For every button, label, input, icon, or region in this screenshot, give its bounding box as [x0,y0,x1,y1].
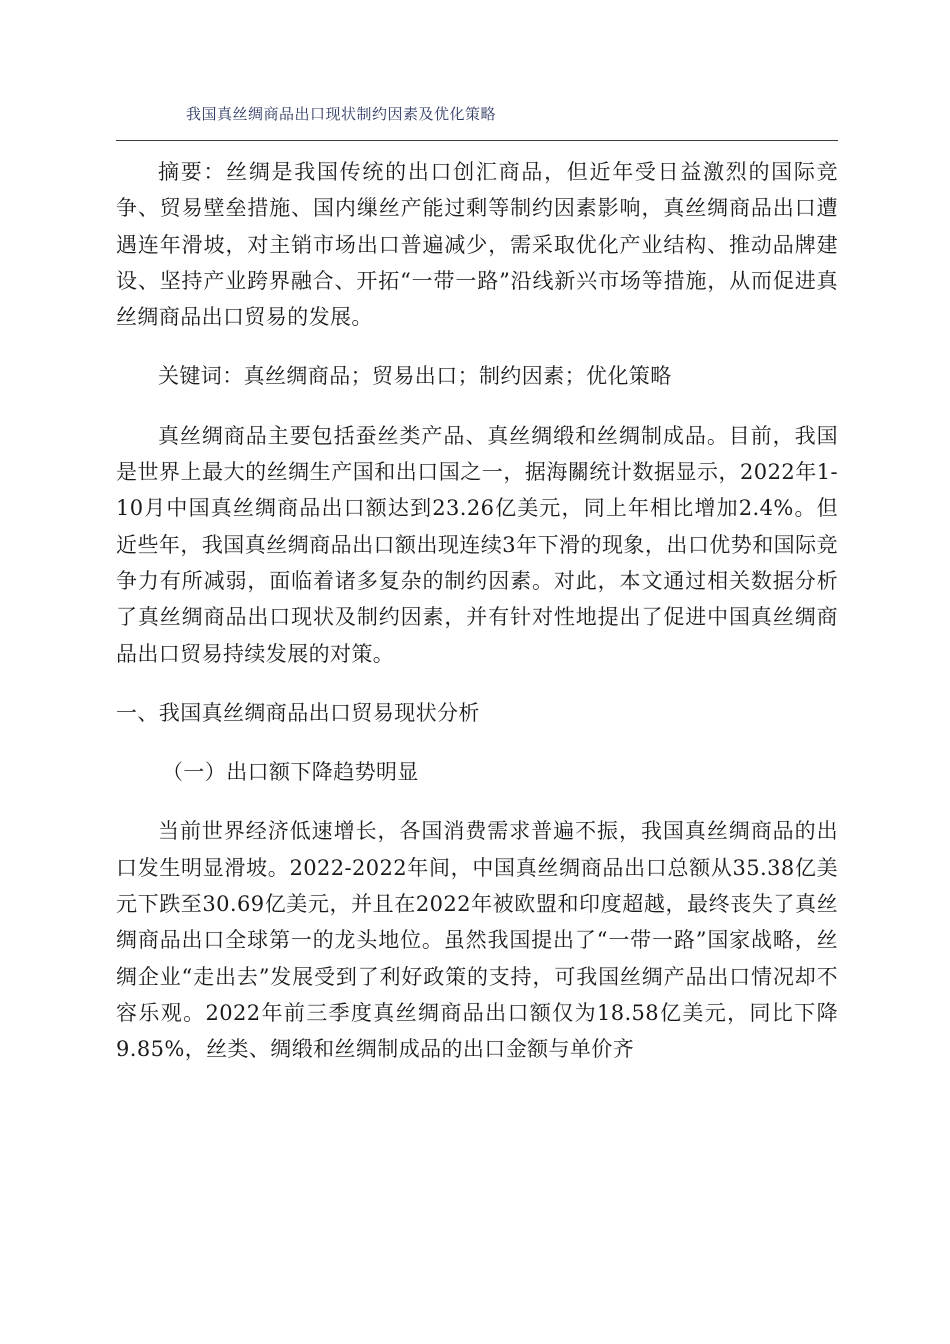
intro-paragraph: 真丝绸商品主要包括蚕丝类产品、真丝绸缎和丝绸制成品。目前，我国是世界上最大的丝绸生产国和出口国之一，据海關统计数据显示，2022年1-10月中国真丝绸商品出口额达到23.26亿美元，同上年相比增加2.4%。但近些年，我国真丝绸商品出口额出现连续3年下滑的现象，出口优势和国际竞争力有所减弱，面临着诸多复杂的制约因素。对此，本文通过相关数据分析了真丝绸商品出口现状及制约因素，并有针对性地提出了促进中国真丝绸商品出口贸易持续发展的对策。 [116,423,838,666]
section-heading: 一、我国真丝绸商品出口贸易现状分析 [116,700,480,725]
keywords-paragraph: 关键词：真丝绸商品；贸易出口；制约因素；优化策略 [158,364,672,389]
subsection-heading: （一）出口额下降趋势明显 [162,760,419,785]
abstract-paragraph: 摘要：丝绸是我国传统的出口创汇商品，但近年受日益激烈的国际竞争、贸易壁垒措施、国内缫丝产能过剩等制约因素影响，真丝绸商品出口遭遇连年滑坡，对主销市场出口普遍减少，需采取优化产业结构、推动品牌建设、坚持产业跨界融合、开拓“一带一路”沿线新兴市场等措施，从而促进真丝绸商品出口贸易的发展。 [116,160,838,330]
header-divider [116,140,838,141]
running-header: 我国真丝绸商品出口现状制约因素及优化策略 [186,105,497,123]
body-paragraph: 当前世界经济低速增长，各国消费需求普遍不振，我国真丝绸商品的出口发生明显滑坡。2022-2022年间，中国真丝绸商品出口总额从35.38亿美元下跌至30.69亿美元，并且在2022年被欧盟和印度超越，最终丧失了真丝绸商品出口全球第一的龙头地位。虽然我国提出了“一带一路”国家战略，丝绸企业“走出去”发展受到了利好政策的支持，可我国丝绸产品出口情况却不容乐观。2022年前三季度真丝绸商品出口额仅为18.58亿美元，同比下降9.85%，丝类、绸缎和丝绸制成品的出口金额与单价齐 [116,819,838,1062]
document-body [116,154,838,1068]
